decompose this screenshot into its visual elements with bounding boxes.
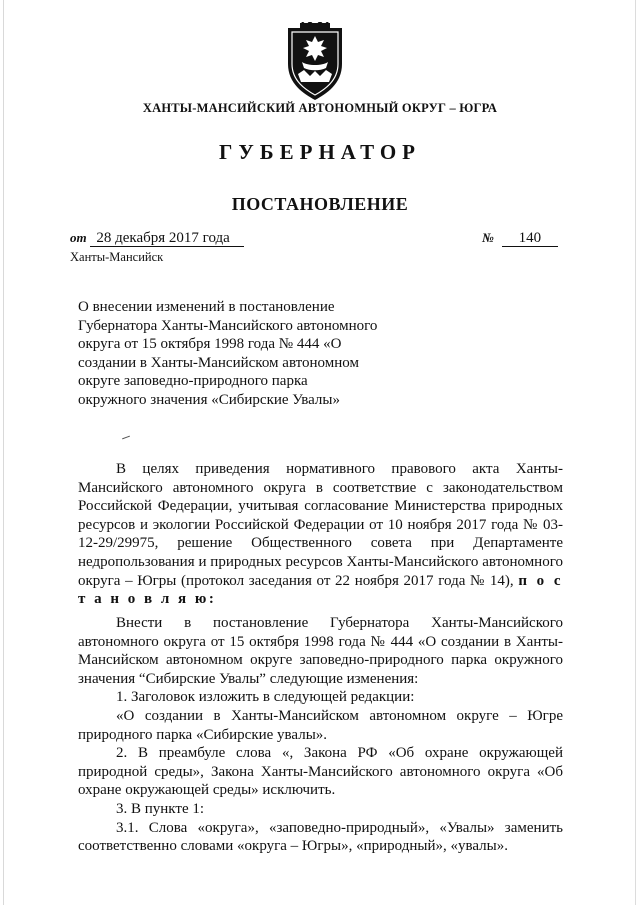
- decree-number: [482, 230, 558, 247]
- date-prefix: от: [70, 230, 87, 245]
- date-value: 28 декабря 2017 года: [90, 230, 243, 247]
- item-3: 3. В пункте 1:: [116, 800, 205, 817]
- governor-title: ГУБЕРНАТОР: [218, 140, 422, 164]
- decree-date: [70, 230, 244, 247]
- scan-mark: [122, 436, 130, 440]
- scan-edge-right: [635, 0, 636, 905]
- decree-subject: О внесении изменений в постановление Губернатора Ханты-Мансийского автономного округа от 15 октября 1998 года № 444 «О создании в Ханты-Мансийском автономном округе заповедно-природного парка окружного значения «Сибирские Увалы»: [78, 299, 378, 408]
- preamble: [78, 460, 563, 609]
- decree-body: [78, 614, 563, 856]
- resolve-word: п о с т а н о в л я ю:: [78, 572, 563, 608]
- scan-edge-left: [3, 0, 4, 905]
- item-2: 2. В преамбуле слова «, Закона РФ «Об охране окружающей природной среды», Закона Ханты-Мансийского автономного округа «Об охране окружающей среды» исключить.: [78, 745, 563, 799]
- decree-title: ПОСТАНОВЛЕНИЕ: [231, 194, 409, 214]
- number-value: 140: [502, 230, 558, 247]
- body-intro: Внести в постановление Губернатора Ханты-Мансийского автономного округа от 15 октября 1998 года № 444 «О создании в Ханты-Мансийском автономном округе заповедно-природного парка окружного значения “Сибирские Увалы” следующие изменения:: [78, 615, 563, 687]
- item-1: 1. Заголовок изложить в следующей редакции:: [116, 689, 415, 706]
- region-title: ХАНТЫ-МАНСИЙСКИЙ АВТОНОМНЫЙ ОКРУГ – ЮГРА: [142, 101, 498, 115]
- coat-of-arms-emblem: [282, 22, 348, 102]
- city-name: Ханты-Мансийск: [70, 250, 164, 264]
- item-1-text: «О создании в Ханты-Мансийском автономном округе – Югре природного парка «Сибирские увалы».: [78, 707, 563, 743]
- preamble-text: В целях приведения нормативного правового акта Ханты-Мансийского автономного округа в соответствие с законодательством Российской Федерации, учитывая согласование Министерства природных ресурсов и экологии Российской Федерации от 10 ноября 2017 года № 03-12-29/29975, решение Общественного совета при Департаменте недропользования и природных ресурсов Ханты-Мансийского автономного округа – Югры (протокол заседания от 22 ноября 2017 года № 14),: [78, 461, 563, 589]
- item-3-1: 3.1. Слова «округа», «заповедно-природный», «Увалы» заменить соответственно словами «округа – Югры», «природный», «увалы».: [78, 819, 563, 855]
- number-prefix: №: [482, 230, 494, 245]
